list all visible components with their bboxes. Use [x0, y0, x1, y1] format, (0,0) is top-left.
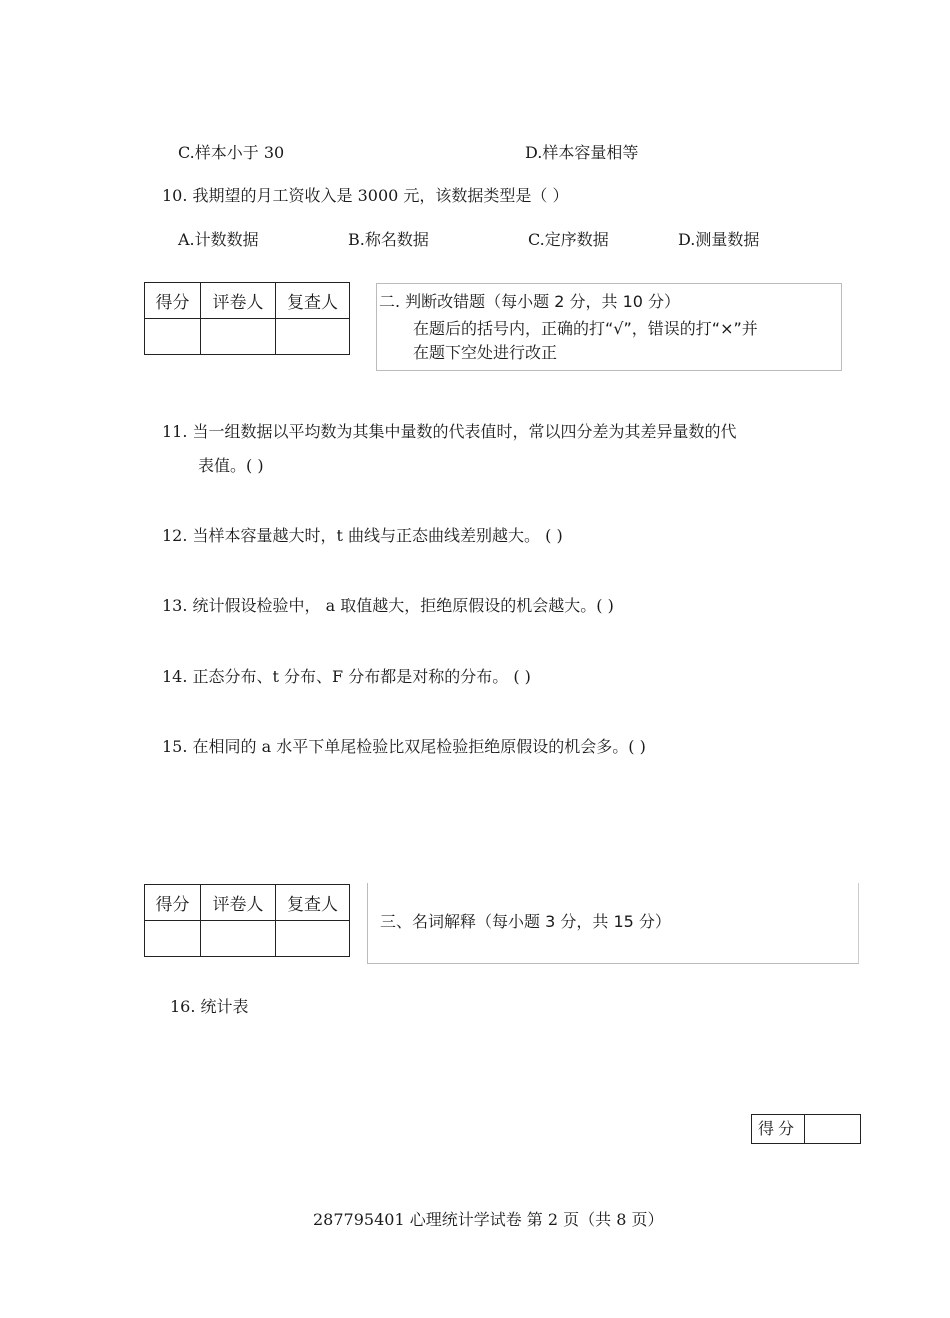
score-table-section2: [144, 282, 350, 355]
score-cell[interactable]: [145, 921, 201, 957]
reviewer-cell[interactable]: [276, 921, 350, 957]
grader-header: 评卷人: [201, 283, 276, 319]
section3-title: 三、名词解释（每小题 3 分，共 15 分）: [380, 912, 671, 931]
q11-line1: 11. 当一组数据以平均数为其集中量数的代表值时，常以四分差为其差异量数的代: [162, 422, 737, 441]
grader-header: 评卷人: [201, 885, 276, 921]
score-blank-box: [751, 1114, 861, 1144]
q16-text: 16. 统计表: [170, 997, 249, 1016]
q10-text: 10. 我期望的月工资收入是 3000 元，该数据类型是（ ）: [162, 186, 569, 205]
score-blank-label: 得分: [752, 1115, 805, 1143]
q15-text: 15. 在相同的 a 水平下单尾检验比双尾检验拒绝原假设的机会多。( ): [162, 737, 646, 756]
q14-text: 14. 正态分布、t 分布、F 分布都是对称的分布。 ( ): [162, 667, 531, 686]
score-header: 得分: [145, 885, 201, 921]
q12-text: 12. 当样本容量越大时，t 曲线与正态曲线差别越大。 ( ): [162, 526, 563, 545]
section3-header: [367, 883, 859, 964]
section2-header: [376, 283, 842, 371]
grader-cell[interactable]: [201, 921, 276, 957]
q10-option-d: D.测量数据: [678, 230, 760, 249]
q11-line2: 表值。( ): [198, 456, 264, 475]
score-cell[interactable]: [145, 319, 201, 355]
score-header: 得分: [145, 283, 201, 319]
section2-instruction-2: 在题下空处进行改正: [413, 343, 558, 362]
q13-text: 13. 统计假设检验中， a 取值越大，拒绝原假设的机会越大。( ): [162, 596, 614, 615]
reviewer-cell[interactable]: [276, 319, 350, 355]
section2-instruction-1: 在题后的括号内，正确的打“√”，错误的打“×”并: [413, 319, 758, 338]
score-blank-cell[interactable]: [805, 1115, 859, 1143]
q10-option-b: B.称名数据: [348, 230, 429, 249]
score-table-section3: [144, 884, 350, 957]
reviewer-header: 复查人: [276, 885, 350, 921]
section2-title: 二. 判断改错题（每小题 2 分，共 10 分）: [379, 292, 681, 311]
q10-option-c: C.定序数据: [528, 230, 609, 249]
reviewer-header: 复查人: [276, 283, 350, 319]
q9-option-d: D.样本容量相等: [525, 143, 639, 162]
q9-option-c: C.样本小于 30: [178, 143, 285, 162]
q10-option-a: A.计数数据: [178, 230, 259, 249]
grader-cell[interactable]: [201, 319, 276, 355]
page-footer: 287795401 心理统计学试卷 第 2 页（共 8 页）: [313, 1210, 664, 1229]
